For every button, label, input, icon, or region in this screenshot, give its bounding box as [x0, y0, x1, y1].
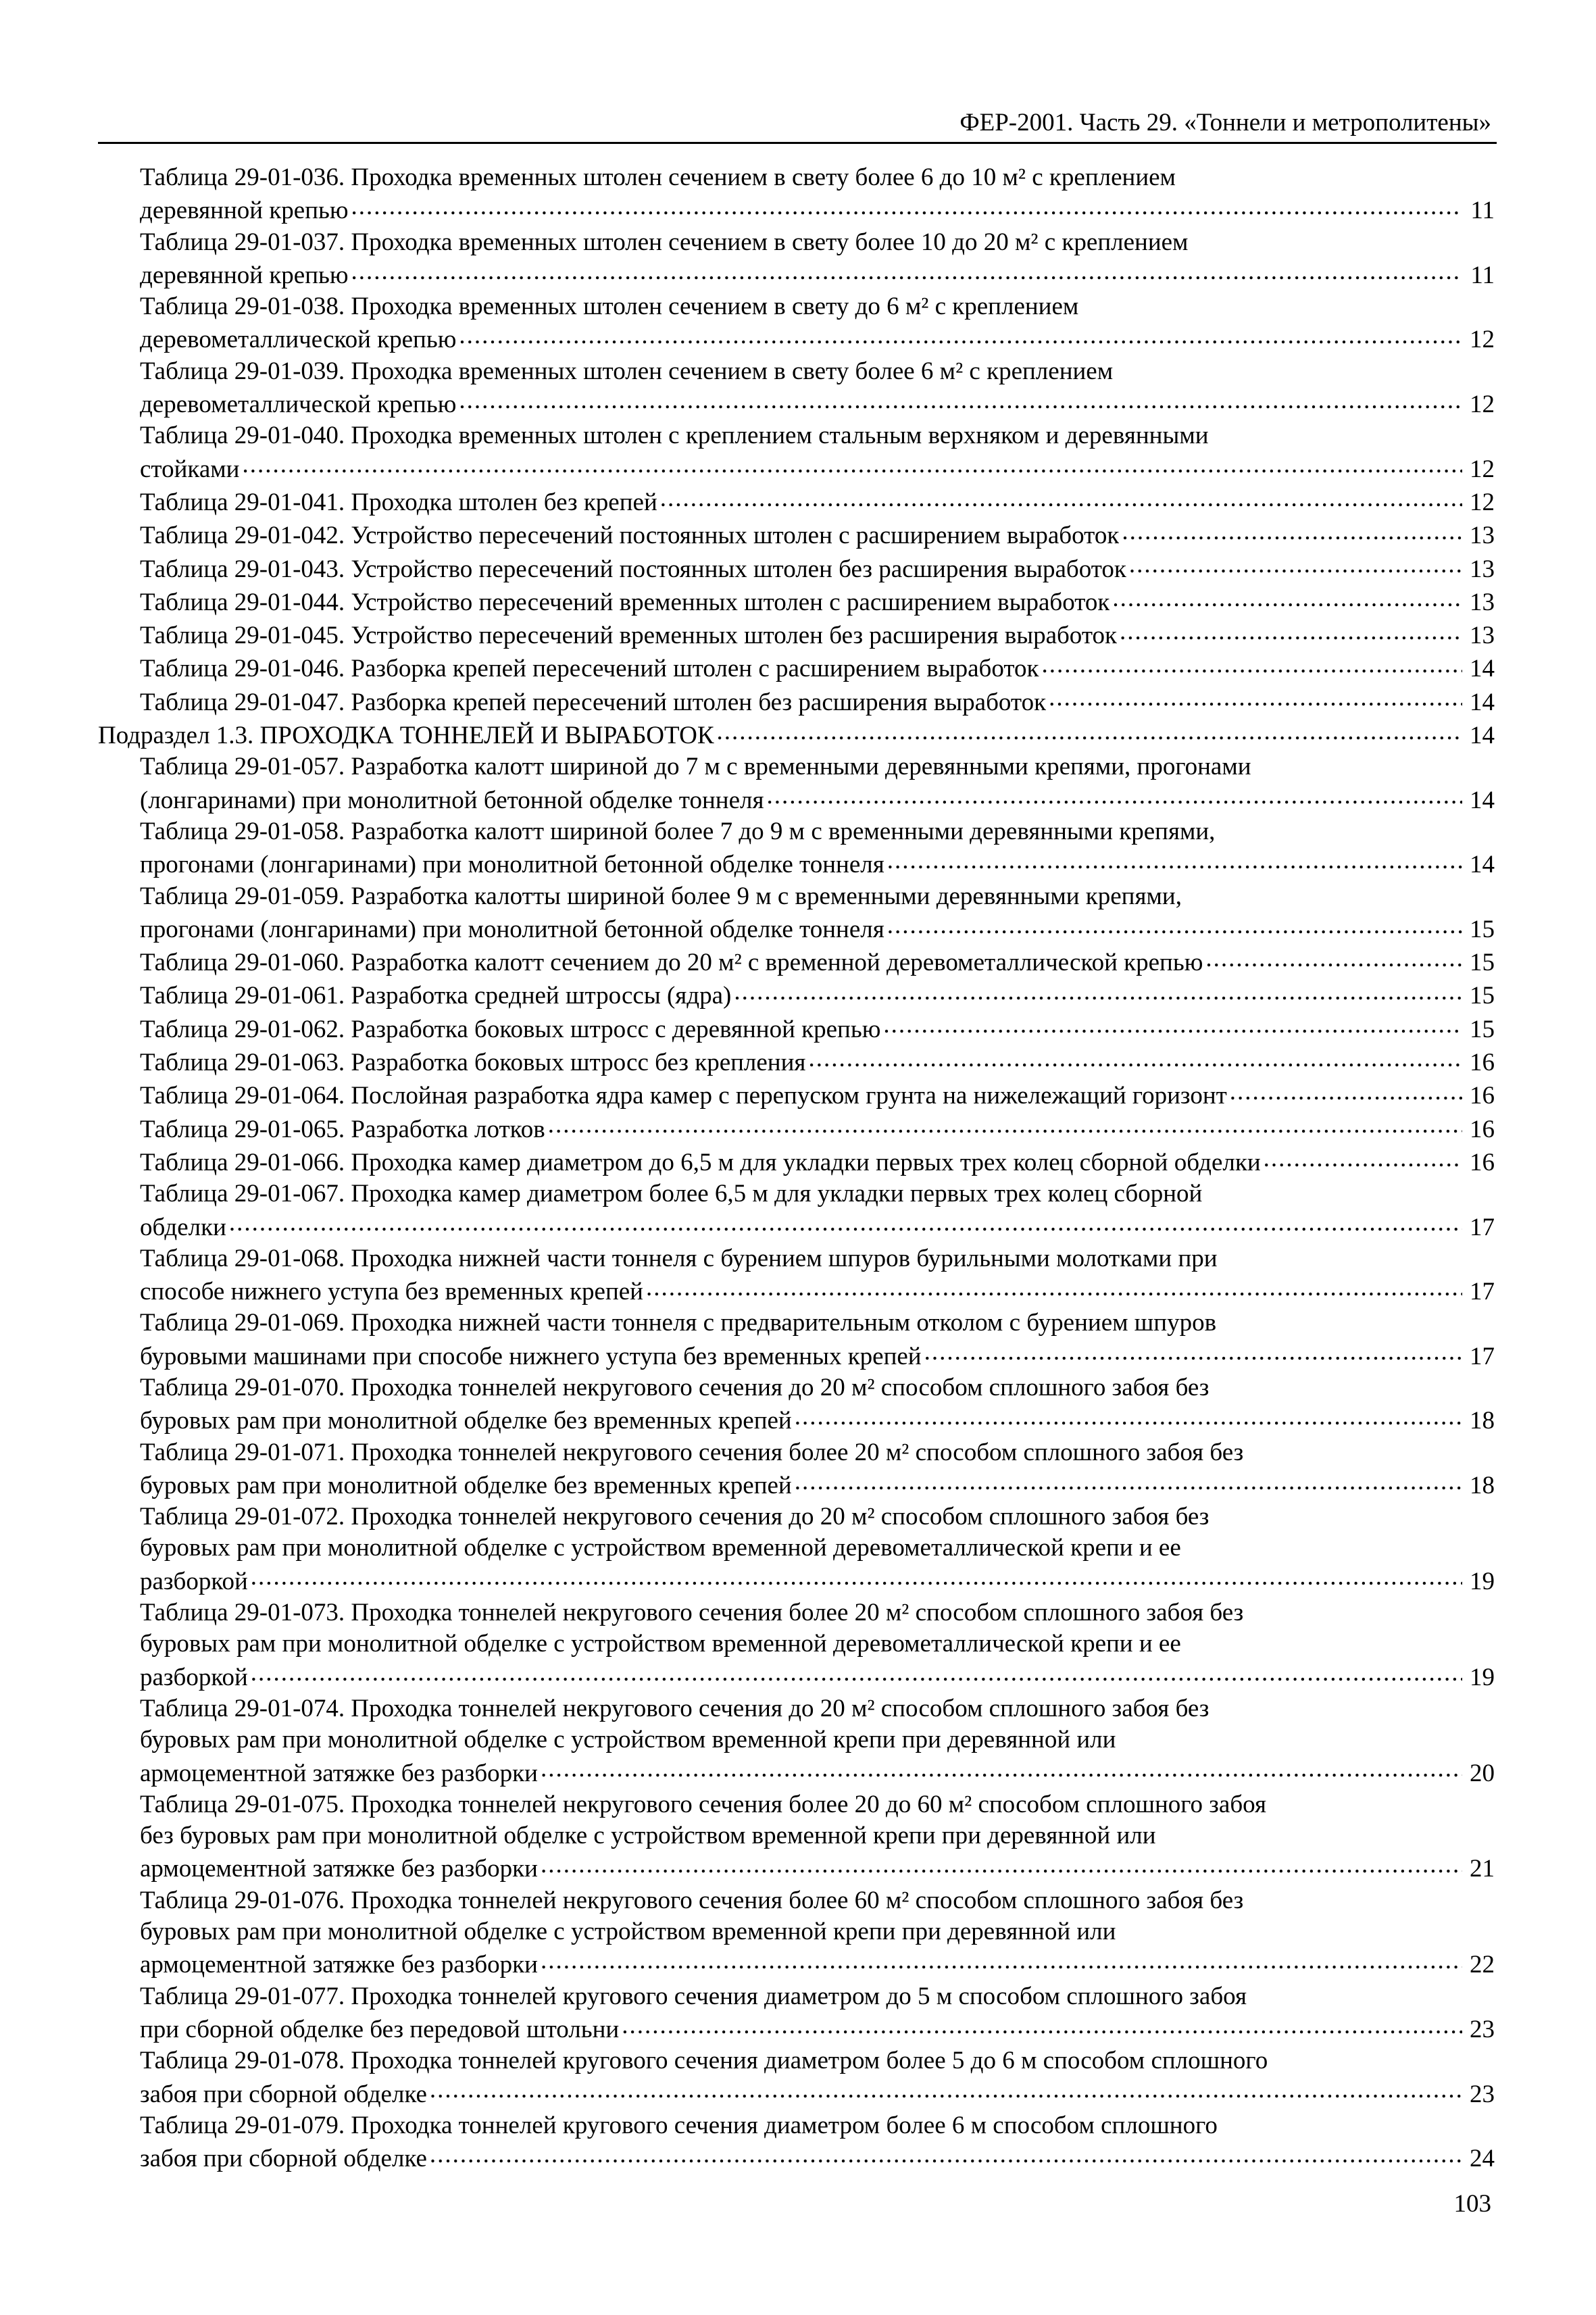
toc-entry-text: Таблица 29-01-064. Послойная разработка ядра камер с перепуском грунта на нижележащий горизонт [140, 1082, 1227, 1110]
dot-leader [242, 452, 1462, 477]
toc-entry[interactable] [98, 1885, 1495, 1981]
toc-entry-text: прогонами (лонгаринами) при монолитной бетонной обделке тоннеля [140, 915, 884, 943]
toc-page-number: 18 [1470, 1471, 1495, 1499]
toc-entry-text: армоцементной затяжке без разборки [140, 1855, 538, 1883]
toc-entry-text: Таблица 29-01-061. Разработка средней штроссы (ядра) [140, 982, 732, 1010]
toc-page-number: 24 [1470, 2145, 1495, 2173]
table-of-contents [98, 162, 1495, 2174]
dot-leader [541, 1756, 1462, 1781]
dot-leader [548, 1112, 1462, 1137]
toc-entry-text: буровых рам при монолитной обделке без временных крепей [140, 1471, 792, 1499]
dot-leader [808, 1045, 1462, 1070]
toc-entry[interactable] [98, 1437, 1495, 1502]
toc-entry-text: Таблица 29-01-040. Проходка временных штолен с креплением стальным верхняком и деревянными [140, 422, 1209, 450]
toc-entry[interactable] [98, 162, 1495, 227]
toc-entry-text: Таблица 29-01-047. Разборка крепей пересечений штолен без расширения выработок [140, 688, 1047, 716]
toc-page-number: 16 [1470, 1148, 1495, 1176]
toc-page-number: 17 [1470, 1278, 1495, 1306]
toc-entry[interactable] [98, 651, 1495, 684]
dot-leader [541, 1851, 1462, 1876]
dot-leader [229, 1210, 1462, 1235]
toc-entry-lastline [140, 651, 1495, 684]
toc-entry-text: забоя при сборной обделке [140, 2145, 427, 2173]
toc-entry-text: Таблица 29-01-036. Проходка временных штолен сечением в свету более 6 до 10 м² с креплением [140, 164, 1176, 191]
toc-entry-text: прогонами (лонгаринами) при монолитной бетонной обделке тоннеля [140, 851, 884, 879]
toc-entry-text: Таблица 29-01-068. Проходка нижней части тоннеля с бурением шпуров бурильными молотками при [140, 1244, 1218, 1272]
toc-page-number: 13 [1470, 555, 1495, 583]
dot-leader [887, 912, 1462, 937]
toc-entry-lastline [140, 2012, 1495, 2045]
toc-page-number: 13 [1470, 588, 1495, 616]
dot-leader [795, 1468, 1462, 1493]
toc-entry[interactable] [98, 227, 1495, 292]
toc-entry-text: буровых рам при монолитной обделке с устройством временной деревометаллической крепи и ее [140, 1630, 1181, 1658]
toc-entry-lastline [140, 585, 1495, 618]
toc-entry-text: Таблица 29-01-074. Проходка тоннелей некругового сечения до 20 м² способом сплошного забоя без [140, 1694, 1210, 1722]
toc-entry-lastline [140, 193, 1495, 226]
toc-entry-text: деревянной крепью [140, 261, 349, 289]
toc-entry[interactable] [98, 881, 1495, 946]
toc-entry-text: Таблица 29-01-057. Разработка калотт шириной до 7 м с временными деревянными крепями, прогонами [140, 753, 1251, 781]
toc-entry[interactable] [98, 751, 1495, 816]
toc-entry-text: буровыми машинами при способе нижнего уступа без временных крепей [140, 1342, 922, 1370]
dot-leader [1129, 552, 1462, 577]
dot-leader [1122, 518, 1462, 543]
toc-page-number: 14 [1470, 722, 1495, 750]
toc-entry-lastline [140, 1045, 1495, 1078]
toc-entry-text: Таблица 29-01-065. Разработка лотков [140, 1115, 545, 1143]
toc-page-number: 17 [1470, 1342, 1495, 1370]
dot-leader [541, 1947, 1462, 1972]
toc-entry-text: деревянной крепью [140, 197, 349, 225]
toc-entry[interactable] [98, 1693, 1495, 1789]
toc-entry-text: стойками [140, 455, 240, 483]
toc-entry-text: Таблица 29-01-059. Разработка калотты шириной более 9 м с временными деревянными крепями, [140, 882, 1182, 910]
toc-page-number: 21 [1470, 1855, 1495, 1883]
toc-entry-text: Таблица 29-01-063. Разработка боковых штросс без крепления [140, 1049, 806, 1077]
toc-entry[interactable] [98, 1178, 1495, 1243]
toc-page-number: 15 [1470, 949, 1495, 977]
toc-page-number: 16 [1470, 1115, 1495, 1143]
toc-entry-lastline [140, 387, 1495, 420]
toc-page-number: 16 [1470, 1082, 1495, 1110]
dot-leader [883, 1012, 1462, 1037]
toc-entry-text: Таблица 29-01-039. Проходка временных штолен сечением в свету более 6 м² с креплением [140, 357, 1114, 385]
dot-leader [1112, 585, 1462, 610]
toc-entry-text: Таблица 29-01-070. Проходка тоннелей некругового сечения до 20 м² способом сплошного забоя без [140, 1373, 1210, 1401]
toc-entry[interactable] [98, 978, 1495, 1012]
toc-page-number: 12 [1470, 455, 1495, 483]
toc-entry-lastline [140, 1851, 1495, 1885]
toc-entry-lastline [140, 945, 1495, 978]
toc-entry-text: Таблица 29-01-078. Проходка тоннелей кругового сечения диаметром более 5 до 6 м способом сплошного [140, 2047, 1268, 2075]
toc-entry[interactable] [98, 485, 1495, 518]
dot-leader [766, 783, 1462, 808]
toc-entry-text: буровых рам при монолитной обделке без временных крепей [140, 1407, 792, 1435]
dot-leader [887, 847, 1462, 872]
toc-entry-lastline [140, 1145, 1495, 1178]
toc-entry[interactable] [98, 1045, 1495, 1078]
toc-entry-lastline [140, 1468, 1495, 1501]
toc-entry-lastline [140, 618, 1495, 651]
dot-leader [251, 1564, 1462, 1589]
toc-entry-lastline [140, 912, 1495, 945]
toc-page-number: 19 [1470, 1567, 1495, 1595]
toc-page-number: 20 [1470, 1759, 1495, 1787]
toc-page-number: 16 [1470, 1049, 1495, 1077]
toc-entry-text: Таблица 29-01-041. Проходка штолен без крепей [140, 488, 657, 516]
dot-leader [660, 485, 1462, 510]
toc-entry[interactable] [98, 685, 1495, 718]
toc-entry[interactable] [98, 618, 1495, 651]
toc-entry-lastline [140, 1564, 1495, 1597]
toc-entry[interactable] [98, 1981, 1495, 2046]
dot-leader [430, 2141, 1462, 2166]
dot-leader [734, 978, 1462, 1003]
toc-entry-text: Таблица 29-01-079. Проходка тоннелей кругового сечения диаметром более 6 м способом сплошного [140, 2111, 1218, 2139]
toc-entry-lastline [140, 485, 1495, 518]
toc-entry-text: Таблица 29-01-060. Разработка калотт сечением до 20 м² с временной деревометаллической крепью [140, 949, 1203, 977]
toc-entry-text: разборкой [140, 1567, 248, 1595]
dot-leader [924, 1339, 1462, 1364]
toc-entry-lastline [140, 1012, 1495, 1045]
toc-entry-lastline [140, 552, 1495, 585]
toc-page-number: 11 [1470, 197, 1495, 225]
toc-entry-text: деревометаллической крепью [140, 391, 457, 419]
toc-entry-text: (лонгаринами) при монолитной бетонной обделке тоннеля [140, 786, 764, 814]
toc-entry-text: разборкой [140, 1663, 248, 1691]
toc-entry-text: Таблица 29-01-066. Проходка камер диаметром до 6,5 м для укладки первых трех колец сборной обделки [140, 1148, 1261, 1176]
dot-leader [1264, 1145, 1462, 1170]
toc-entry-text: Таблица 29-01-072. Проходка тоннелей некругового сечения до 20 м² способом сплошного забоя без [140, 1503, 1210, 1531]
toc-page-number: 14 [1470, 688, 1495, 716]
dot-leader [251, 1660, 1462, 1685]
toc-entry-text: Таблица 29-01-062. Разработка боковых штросс с деревянной крепью [140, 1015, 881, 1043]
toc-entry[interactable] [98, 1012, 1495, 1045]
toc-entry-lastline [140, 258, 1495, 291]
toc-entry[interactable] [98, 1145, 1495, 1178]
toc-entry-lastline [140, 783, 1495, 816]
dot-leader [795, 1403, 1462, 1428]
toc-entry-text: буровых рам при монолитной обделке с устройством временной крепи при деревянной или [140, 1726, 1116, 1754]
toc-entry[interactable] [98, 1308, 1495, 1372]
toc-entry-text: забоя при сборной обделке [140, 2080, 427, 2108]
toc-entry[interactable] [98, 1372, 1495, 1437]
dot-leader [646, 1274, 1462, 1299]
toc-page-number: 23 [1470, 2080, 1495, 2108]
toc-entry-lastline [140, 1947, 1495, 1981]
toc-entry[interactable] [98, 518, 1495, 551]
toc-entry-text: Таблица 29-01-045. Устройство пересечений временных штолен без расширения выработок [140, 622, 1117, 650]
toc-entry-text: Таблица 29-01-069. Проходка нижней части тоннеля с предварительным отколом с бурением шпуров [140, 1309, 1217, 1337]
toc-entry-text: Таблица 29-01-058. Разработка калотт шириной более 7 до 9 м с временными деревянными крепями, [140, 817, 1216, 845]
toc-entry-text: Таблица 29-01-071. Проходка тоннелей некругового сечения более 20 м² способом сплошного забоя без [140, 1438, 1244, 1466]
toc-entry-text: Таблица 29-01-067. Проходка камер диаметром более 6,5 м для укладки первых трех колец сборной [140, 1180, 1203, 1208]
toc-entry[interactable] [98, 1112, 1495, 1145]
dot-leader [351, 258, 1462, 283]
toc-page-number: 17 [1470, 1213, 1495, 1241]
dot-leader [459, 322, 1462, 347]
toc-entry-lastline [140, 1210, 1495, 1243]
header-rule [98, 142, 1497, 144]
toc-entry-text: Таблица 29-01-073. Проходка тоннелей некругового сечения более 20 м² способом сплошного забоя без [140, 1599, 1244, 1627]
toc-entry-text: Таблица 29-01-075. Проходка тоннелей некругового сечения более 20 до 60 м² способом сплошного забоя [140, 1790, 1266, 1818]
dot-leader [459, 387, 1462, 412]
toc-entry-text: деревометаллической крепью [140, 326, 457, 354]
toc-entry-lastline [140, 1274, 1495, 1308]
toc-entry[interactable] [98, 552, 1495, 585]
toc-entry-text: Таблица 29-01-043. Устройство пересечений постоянных штолен без расширения выработок [140, 555, 1126, 583]
toc-page-number: 12 [1470, 326, 1495, 354]
toc-page-number: 12 [1470, 488, 1495, 516]
toc-entry[interactable] [98, 356, 1495, 421]
page-number: 103 [1453, 2190, 1491, 2218]
toc-entry-lastline [140, 2141, 1495, 2174]
toc-entry-lastline [140, 847, 1495, 880]
toc-entry-text: Таблица 29-01-077. Проходка тоннелей кругового сечения диаметром до 5 м способом сплошного забоя [140, 1982, 1247, 2010]
dot-leader [622, 2012, 1462, 2037]
toc-entry[interactable] [98, 945, 1495, 978]
toc-entry-lastline [140, 1339, 1495, 1372]
toc-page-number: 15 [1470, 1015, 1495, 1043]
toc-entry-text: обделки [140, 1213, 226, 1241]
toc-entry[interactable] [98, 291, 1495, 356]
toc-entry[interactable] [98, 1789, 1495, 1885]
toc-entry-lastline [140, 978, 1495, 1012]
toc-page-number: 23 [1470, 2015, 1495, 2043]
toc-page-number: 22 [1470, 1951, 1495, 1979]
toc-entry-text: способе нижнего уступа без временных крепей [140, 1278, 643, 1306]
toc-entry-lastline [140, 452, 1495, 485]
toc-entry[interactable] [98, 420, 1495, 485]
dot-leader [1049, 685, 1462, 710]
toc-entry[interactable] [98, 1243, 1495, 1308]
toc-entry-lastline [140, 1403, 1495, 1437]
dot-leader [430, 2077, 1462, 2102]
toc-entry-text: армоцементной затяжке без разборки [140, 1951, 538, 1979]
toc-page-number: 14 [1470, 851, 1495, 879]
toc-entry-text: при сборной обделке без передовой штольни [140, 2015, 620, 2043]
toc-page-number: 19 [1470, 1663, 1495, 1691]
toc-page-number: 12 [1470, 391, 1495, 419]
toc-entry[interactable] [98, 816, 1495, 881]
toc-entry-text: Подраздел 1.3. ПРОХОДКА ТОННЕЛЕЙ И ВЫРАБОТОК [98, 722, 714, 750]
running-header: ФЕР-2001. Часть 29. «Тоннели и метрополитены» [959, 109, 1491, 136]
dot-leader [1205, 945, 1462, 970]
dot-leader [351, 193, 1462, 218]
toc-entry-lastline [140, 685, 1495, 718]
toc-entry-lastline [140, 2077, 1495, 2110]
toc-entry-text: Таблица 29-01-076. Проходка тоннелей некругового сечения более 60 м² способом сплошного забоя без [140, 1886, 1244, 1914]
toc-entry-text: Таблица 29-01-046. Разборка крепей пересечений штолен с расширением выработок [140, 655, 1039, 683]
toc-entry-lastline [140, 1660, 1495, 1693]
toc-entry[interactable] [98, 2045, 1495, 2110]
toc-entry-text: Таблица 29-01-044. Устройство пересечений временных штолен с расширением выработок [140, 588, 1110, 616]
dot-leader [1042, 651, 1462, 676]
toc-page-number: 15 [1470, 915, 1495, 943]
toc-entry-text: без буровых рам при монолитной обделке с устройством временной крепи при деревянной или [140, 1822, 1156, 1850]
toc-entry-lastline [140, 1756, 1495, 1789]
dot-leader [1120, 618, 1462, 643]
toc-entry-text: буровых рам при монолитной обделке с устройством временной крепи при деревянной или [140, 1918, 1116, 1946]
toc-entry-text: армоцементной затяжке без разборки [140, 1759, 538, 1787]
toc-section-entry[interactable] [98, 718, 1495, 751]
toc-page-number: 18 [1470, 1407, 1495, 1435]
toc-entry[interactable] [98, 1078, 1495, 1112]
toc-entry-text: Таблица 29-01-038. Проходка временных штолен сечением в свету до 6 м² с креплением [140, 293, 1079, 321]
toc-entry-lastline [98, 718, 1495, 751]
toc-entry[interactable] [98, 585, 1495, 618]
dot-leader [717, 718, 1462, 743]
toc-entry[interactable] [98, 1501, 1495, 1597]
toc-entry[interactable] [98, 1597, 1495, 1693]
toc-page-number: 15 [1470, 982, 1495, 1010]
toc-entry-text: Таблица 29-01-042. Устройство пересечений постоянных штолен с расширением выработок [140, 522, 1120, 550]
toc-entry-text: буровых рам при монолитной обделке с устройством временной деревометаллической крепи и ее [140, 1534, 1181, 1562]
toc-page-number: 13 [1470, 522, 1495, 550]
dot-leader [1230, 1078, 1462, 1103]
toc-entry-lastline [140, 1112, 1495, 1145]
toc-page-number: 14 [1470, 655, 1495, 683]
toc-entry-lastline [140, 322, 1495, 355]
toc-entry-text: Таблица 29-01-037. Проходка временных штолен сечением в свету более 10 до 20 м² с креплением [140, 228, 1189, 256]
toc-entry-lastline [140, 1078, 1495, 1112]
toc-page-number: 13 [1470, 622, 1495, 650]
toc-entry-lastline [140, 518, 1495, 551]
toc-page-number: 14 [1470, 786, 1495, 814]
toc-page-number: 11 [1470, 261, 1495, 289]
toc-entry[interactable] [98, 2110, 1495, 2175]
